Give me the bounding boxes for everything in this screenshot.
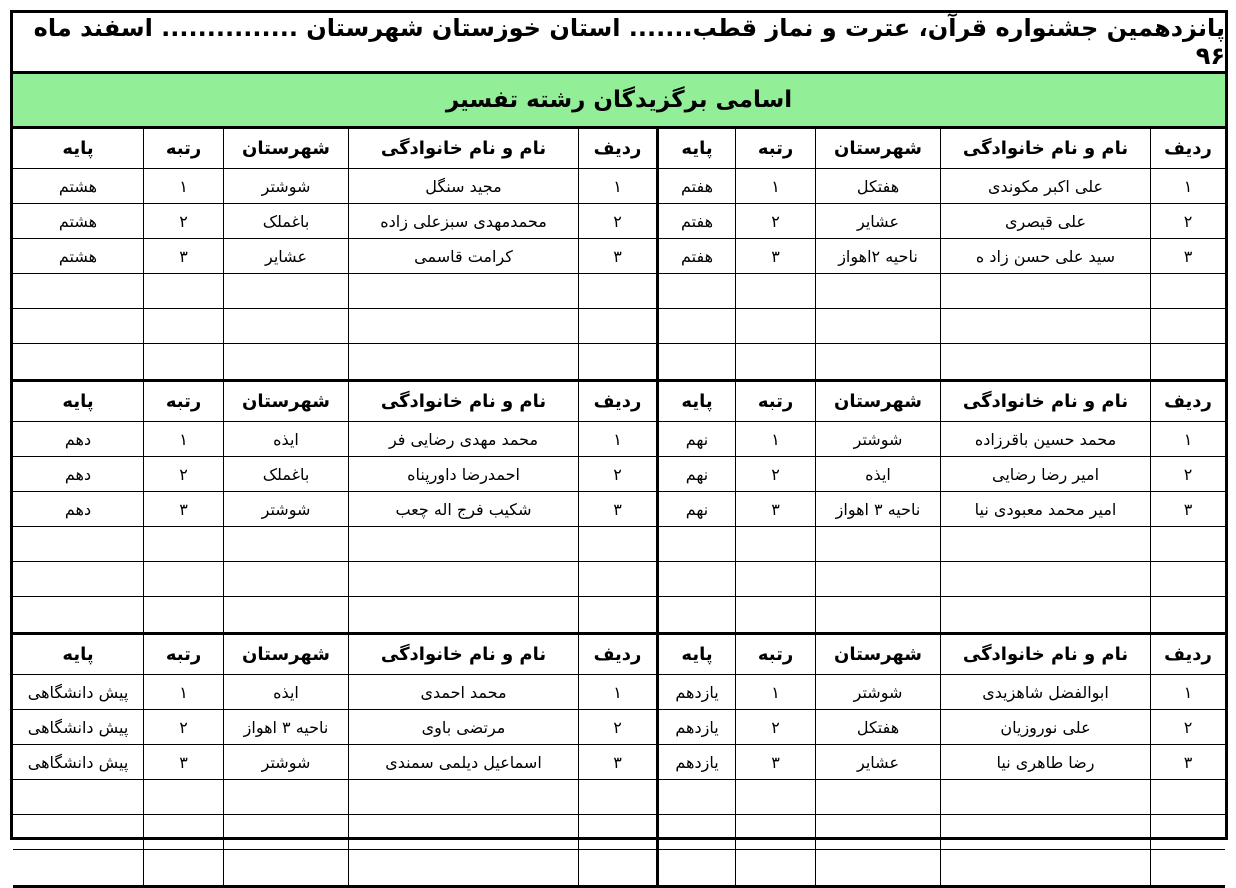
cell-grade: [13, 344, 143, 379]
table-row: [13, 745, 1225, 780]
cell-grade: [656, 344, 735, 379]
cell-rank: [735, 597, 815, 632]
cell-rank: ۲: [735, 457, 815, 491]
document-title: پانزدهمین جشنواره قرآن، عترت و نماز قطب....... استان خوزستان شهرستان ............... اسفند ماه ۹۶: [13, 13, 1225, 74]
cell-grade: [656, 597, 735, 632]
cell-city: شوشتر: [815, 675, 940, 709]
cell-grade: [13, 309, 143, 343]
cell-name: [940, 274, 1150, 308]
header-grade: پایه: [62, 391, 94, 412]
cell-city: [223, 815, 348, 849]
cell-radif: ۱: [1150, 675, 1225, 709]
cell-radif: [578, 780, 656, 814]
cell-radif: [1150, 309, 1225, 343]
header-city: شهرستان: [223, 382, 348, 421]
cell-name: علی نوروزیان: [940, 710, 1150, 744]
cell-city: [815, 309, 940, 343]
cell-grade: [13, 527, 143, 561]
cell-name: [940, 527, 1150, 561]
grade-block: [13, 382, 1225, 635]
cell-grade: [13, 597, 143, 632]
cell-city: شوشتر: [223, 169, 348, 203]
cell-rank: [143, 309, 223, 343]
cell-radif: [1150, 815, 1225, 849]
header-city: شهرستان: [815, 382, 940, 421]
document-subtitle: اسامی برگزیدگان رشته تفسیر: [13, 74, 1225, 129]
cell-name: [348, 344, 578, 379]
table-row: [13, 169, 1225, 204]
results-sheet: [10, 10, 1228, 840]
cell-name: [348, 815, 578, 849]
header-radif: ردیف: [578, 382, 656, 421]
header-name: نام و نام خانوادگی: [348, 129, 578, 168]
cell-radif: [1150, 344, 1225, 379]
header-row: [13, 382, 1225, 422]
cell-rank: [143, 815, 223, 849]
cell-name: رضا طاهری نیا: [940, 745, 1150, 779]
cell-grade: نهم: [656, 457, 735, 491]
cell-city: عشایر: [223, 239, 348, 273]
cell-radif: [578, 344, 656, 379]
cell-rank: [143, 274, 223, 308]
cell-name: [348, 274, 578, 308]
cell-radif: [1150, 597, 1225, 632]
cell-rank: [143, 527, 223, 561]
cell-radif: ۲: [578, 204, 656, 238]
cell-name: [940, 597, 1150, 632]
cell-rank: ۲: [735, 204, 815, 238]
cell-city: باغملک: [223, 204, 348, 238]
cell-rank: ۳: [143, 239, 223, 273]
cell-grade: [656, 562, 735, 596]
cell-radif: [578, 527, 656, 561]
cell-rank: [143, 344, 223, 379]
cell-name: اسماعیل دیلمی سمندی: [348, 745, 578, 779]
cell-city: هفتکل: [815, 169, 940, 203]
cell-city: ناحیه ۳ اهواز: [815, 492, 940, 526]
cell-name: مرتضی باوی: [348, 710, 578, 744]
cell-grade: دهم: [64, 429, 92, 449]
header-city: شهرستان: [815, 635, 940, 674]
cell-city: [815, 850, 940, 885]
cell-grade: دهم: [64, 464, 92, 484]
header-name: نام و نام خانوادگی: [940, 382, 1150, 421]
cell-name: امیر محمد معبودی نیا: [940, 492, 1150, 526]
cell-grade: هفتم: [656, 204, 735, 238]
cell-name: [940, 562, 1150, 596]
cell-grade: [656, 815, 735, 849]
header-grade: پایه: [656, 635, 735, 674]
cell-radif: [578, 815, 656, 849]
cell-grade: [656, 274, 735, 308]
cell-grade: [656, 527, 735, 561]
cell-radif: [578, 309, 656, 343]
cell-rank: [143, 562, 223, 596]
cell-city: [223, 309, 348, 343]
table-row: [13, 239, 1225, 274]
header-name: نام و نام خانوادگی: [940, 129, 1150, 168]
header-name: نام و نام خانوادگی: [940, 635, 1150, 674]
cell-grade: دهم: [64, 499, 92, 519]
table-row: [13, 422, 1225, 457]
header-row: [13, 635, 1225, 675]
cell-radif: ۳: [578, 745, 656, 779]
cell-name: [348, 309, 578, 343]
cell-rank: ۱: [735, 675, 815, 709]
cell-grade: [13, 274, 143, 308]
empty-row: [13, 309, 1225, 344]
cell-city: [223, 597, 348, 632]
cell-radif: [578, 274, 656, 308]
grade-block: [13, 635, 1225, 888]
header-grade: پایه: [62, 138, 94, 159]
cell-name: [940, 815, 1150, 849]
cell-radif: ۲: [1150, 204, 1225, 238]
cell-grade: پیش دانشگاهی: [27, 717, 129, 737]
cell-grade: هشتم: [58, 211, 98, 231]
cell-radif: [578, 562, 656, 596]
cell-name: علی اکبر مکوندی: [940, 169, 1150, 203]
header-grade: پایه: [62, 644, 94, 665]
cell-radif: [1150, 527, 1225, 561]
cell-radif: ۱: [578, 675, 656, 709]
cell-radif: ۳: [578, 492, 656, 526]
cell-radif: ۳: [1150, 745, 1225, 779]
cell-city: شوشتر: [815, 422, 940, 456]
cell-city: ایذه: [815, 457, 940, 491]
header-radif: ردیف: [1150, 635, 1225, 674]
cell-city: [815, 344, 940, 379]
cell-rank: ۲: [143, 204, 223, 238]
cell-rank: ۱: [735, 422, 815, 456]
cell-city: [815, 274, 940, 308]
cell-name: [940, 309, 1150, 343]
cell-radif: [1150, 850, 1225, 885]
cell-name: [348, 562, 578, 596]
table-row: [13, 204, 1225, 239]
table-row: [13, 710, 1225, 745]
cell-name: [348, 597, 578, 632]
cell-grade: [13, 815, 143, 849]
cell-name: احمدرضا داورپناه: [348, 457, 578, 491]
header-rank: رتبه: [735, 635, 815, 674]
header-city: شهرستان: [223, 129, 348, 168]
cell-radif: ۲: [578, 710, 656, 744]
cell-name: محمد مهدی رضایی فر: [348, 422, 578, 456]
cell-rank: ۲: [735, 710, 815, 744]
cell-name: [940, 780, 1150, 814]
cell-rank: [143, 850, 223, 885]
cell-rank: [735, 344, 815, 379]
header-radif: ردیف: [1150, 382, 1225, 421]
cell-rank: ۳: [735, 239, 815, 273]
empty-row: [13, 344, 1225, 379]
cell-rank: ۳: [143, 492, 223, 526]
cell-rank: [735, 562, 815, 596]
cell-name: [940, 344, 1150, 379]
header-radif: ردیف: [578, 129, 656, 168]
cell-city: [815, 780, 940, 814]
cell-name: [940, 850, 1150, 885]
cell-grade: هفتم: [656, 169, 735, 203]
cell-name: ابوالفضل شاهزیدی: [940, 675, 1150, 709]
header-radif: ردیف: [578, 635, 656, 674]
header-city: شهرستان: [815, 129, 940, 168]
cell-rank: [143, 780, 223, 814]
cell-city: [815, 597, 940, 632]
cell-grade: نهم: [656, 422, 735, 456]
header-name: نام و نام خانوادگی: [348, 382, 578, 421]
cell-city: [223, 274, 348, 308]
empty-row: [13, 527, 1225, 562]
cell-rank: ۳: [735, 492, 815, 526]
cell-radif: ۱: [1150, 169, 1225, 203]
cell-name: محمد احمدی: [348, 675, 578, 709]
header-name: نام و نام خانوادگی: [348, 635, 578, 674]
cell-rank: ۳: [143, 745, 223, 779]
table-row: [13, 675, 1225, 710]
cell-radif: [1150, 274, 1225, 308]
cell-radif: ۳: [578, 239, 656, 273]
cell-city: عشایر: [815, 745, 940, 779]
cell-grade: [656, 309, 735, 343]
cell-grade: نهم: [656, 492, 735, 526]
table-row: [13, 492, 1225, 527]
cell-name: [348, 850, 578, 885]
cell-city: [223, 527, 348, 561]
cell-rank: ۱: [143, 169, 223, 203]
results-tables: [13, 129, 1225, 888]
cell-radif: [578, 597, 656, 632]
cell-radif: ۲: [1150, 710, 1225, 744]
cell-name: [348, 527, 578, 561]
cell-radif: [1150, 562, 1225, 596]
grade-block: [13, 129, 1225, 382]
cell-city: ایذه: [223, 675, 348, 709]
cell-city: [223, 344, 348, 379]
cell-grade: هشتم: [58, 176, 98, 196]
cell-rank: [735, 815, 815, 849]
cell-radif: ۳: [1150, 239, 1225, 273]
cell-name: علی قیصری: [940, 204, 1150, 238]
cell-name: [348, 780, 578, 814]
cell-rank: [735, 309, 815, 343]
cell-city: عشایر: [815, 204, 940, 238]
cell-rank: ۱: [143, 675, 223, 709]
cell-city: [815, 527, 940, 561]
cell-grade: هفتم: [656, 239, 735, 273]
header-grade: پایه: [656, 382, 735, 421]
cell-city: [223, 780, 348, 814]
cell-grade: [656, 850, 735, 885]
empty-row: [13, 274, 1225, 309]
cell-grade: یازدهم: [656, 745, 735, 779]
header-rank: رتبه: [735, 382, 815, 421]
cell-name: امیر رضا رضایی: [940, 457, 1150, 491]
header-row: [13, 129, 1225, 169]
cell-rank: [735, 274, 815, 308]
header-rank: رتبه: [143, 635, 223, 674]
cell-grade: [13, 562, 143, 596]
cell-rank: [735, 780, 815, 814]
cell-grade: پیش دانشگاهی: [27, 752, 129, 772]
cell-rank: [735, 850, 815, 885]
cell-grade: [13, 850, 143, 885]
table-row: [13, 457, 1225, 492]
cell-name: سید علی حسن زاد ه: [940, 239, 1150, 273]
cell-grade: [656, 780, 735, 814]
cell-rank: ۲: [143, 710, 223, 744]
cell-name: شکیب فرج اله چعب: [348, 492, 578, 526]
cell-radif: ۱: [578, 169, 656, 203]
cell-radif: [1150, 780, 1225, 814]
cell-city: [815, 815, 940, 849]
cell-radif: ۲: [1150, 457, 1225, 491]
header-rank: رتبه: [143, 382, 223, 421]
header-rank: رتبه: [735, 129, 815, 168]
cell-city: [223, 562, 348, 596]
cell-rank: ۲: [143, 457, 223, 491]
cell-city: ایذه: [223, 422, 348, 456]
empty-row: [13, 780, 1225, 815]
cell-radif: ۱: [1150, 422, 1225, 456]
cell-name: محمد حسین باقرزاده: [940, 422, 1150, 456]
empty-row: [13, 815, 1225, 850]
cell-grade: یازدهم: [656, 675, 735, 709]
cell-name: کرامت قاسمی: [348, 239, 578, 273]
cell-rank: [143, 597, 223, 632]
cell-city: باغملک: [223, 457, 348, 491]
header-radif: ردیف: [1150, 129, 1225, 168]
cell-name: مجید سنگل: [348, 169, 578, 203]
cell-radif: ۲: [578, 457, 656, 491]
cell-rank: ۱: [143, 422, 223, 456]
cell-city: شوشتر: [223, 745, 348, 779]
cell-city: [223, 850, 348, 885]
cell-city: هفتکل: [815, 710, 940, 744]
header-rank: رتبه: [143, 129, 223, 168]
cell-grade: پیش دانشگاهی: [27, 682, 129, 702]
cell-grade: [13, 780, 143, 814]
cell-rank: [735, 527, 815, 561]
cell-city: ناحیه ۲اهواز: [815, 239, 940, 273]
cell-city: ناحیه ۳ اهواز: [223, 710, 348, 744]
cell-name: محمدمهدی سبزعلی زاده: [348, 204, 578, 238]
cell-radif: ۳: [1150, 492, 1225, 526]
cell-rank: ۱: [735, 169, 815, 203]
cell-radif: ۱: [578, 422, 656, 456]
cell-city: [815, 562, 940, 596]
cell-rank: ۳: [735, 745, 815, 779]
empty-row: [13, 597, 1225, 632]
cell-grade: یازدهم: [656, 710, 735, 744]
cell-city: شوشتر: [223, 492, 348, 526]
cell-radif: [578, 850, 656, 885]
header-city: شهرستان: [223, 635, 348, 674]
empty-row: [13, 850, 1225, 885]
header-grade: پایه: [656, 129, 735, 168]
cell-grade: هشتم: [58, 246, 98, 266]
empty-row: [13, 562, 1225, 597]
